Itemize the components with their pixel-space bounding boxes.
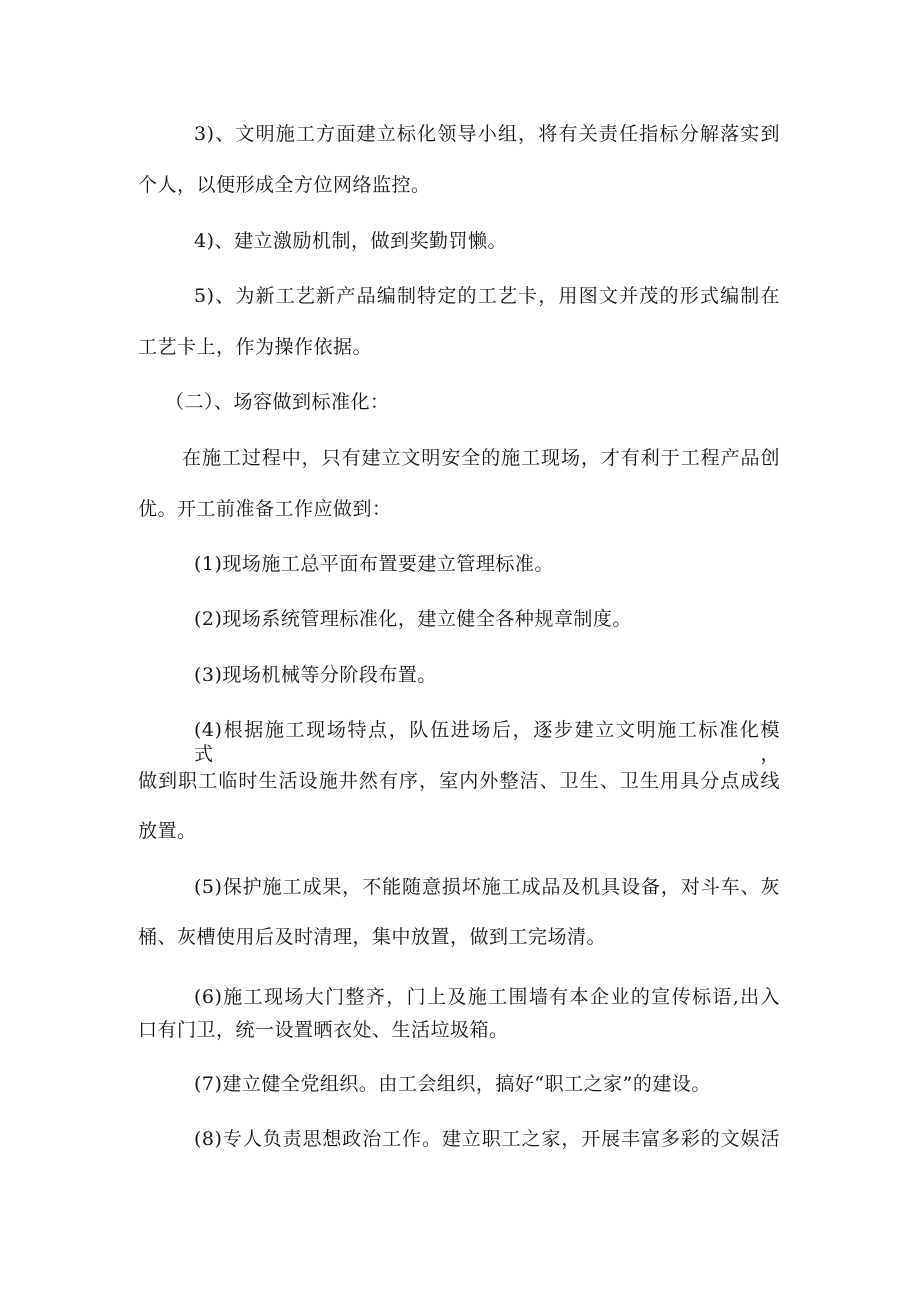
list-item: (6)施工现场大门整齐，门上及施工围墙有本企业的宣传标语,出入 [194,986,780,1008]
list-item: (2)现场系统管理标准化，建立健全各种规章制度。 [194,608,632,630]
list-item-continuation: 桶、灰槽使用后及时清理，集中放置，做到工完场清。 [138,926,607,948]
list-item: (7)建立健全党组织。由工会组织，搞好“职工之家”的建设。 [194,1073,711,1095]
section-heading: （二）、场容做到标准化： [165,391,390,413]
list-item: (1)现场施工总平面布置要建立管理标准。 [194,553,554,575]
list-item-continuation: 做到职工临时生活设施井然有序，室内外整洁、卫生、卫生用具分点成线 [138,770,780,792]
paragraph-line: 5)、为新工艺新产品编制特定的工艺卡，用图文并茂的形式编制在 [194,285,780,307]
paragraph-line: 3)、文明施工方面建立标化领导小组，将有关责任指标分解落实到 [194,123,780,145]
list-item-continuation: 放置。 [138,820,197,842]
list-item: (8)专人负责思想政治工作。建立职工之家，开展丰富多彩的文娱活 [194,1128,780,1150]
list-item: (4)根据施工现场特点，队伍进场后，逐步建立文明施工标准化模式， [194,719,780,765]
paragraph-line: 个人，以便形成全方位网络监控。 [138,174,431,196]
paragraph-line: 4)、建立激励机制，做到奖勤罚懒。 [194,230,508,252]
list-item: (3)现场机械等分阶段布置。 [194,664,437,686]
paragraph-line: 优。开工前准备工作应做到： [138,498,392,520]
list-item: (5)保护施工成果，不能随意损坏施工成品及机具设备，对斗车、灰 [194,876,780,898]
list-item-continuation: 口有门卫，统一设置晒衣处、生活垃圾箱。 [138,1019,509,1041]
paragraph-line: 在施工过程中，只有建立文明安全的施工现场，才有利于工程产品创 [182,447,780,469]
paragraph-line: 工艺卡上，作为操作依据。 [138,336,373,358]
